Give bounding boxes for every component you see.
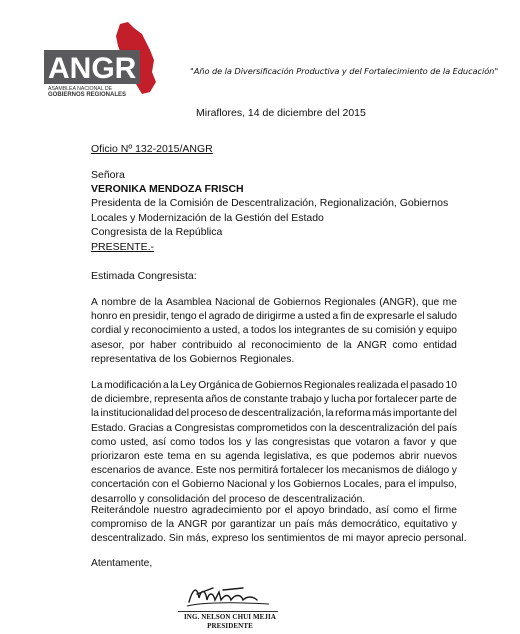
letter-reference: Oficio Nº 132-2015/ANGR xyxy=(91,143,213,155)
paragraph-line: Estado. Gracias a Congresistas comprometidos con la descentralización del país xyxy=(91,422,457,434)
logo-subtitle-1: ASAMBLEA NACIONAL DE xyxy=(48,86,113,92)
paragraph-line: la institucionalidad del proceso de descentralización, la reforma más importante del xyxy=(91,408,457,420)
paragraph-line: priorizaron este tema en su agenda legislativa, es que podemos abrir nuevos xyxy=(91,451,457,463)
paragraph-line: honro en presidir, tengo el agrado de dirigirme a usted a fin de expresarle el saludo xyxy=(91,311,457,323)
recipient-position-1: Presidenta de la Comisión de Descentralización, Regionalización, Gobiernos xyxy=(91,197,449,210)
greeting: Estimada Congresista: xyxy=(91,270,197,282)
closing: Atentamente, xyxy=(91,558,153,569)
year-motto: "Año de la Diversificación Productiva y del Fortalecimiento de la Educación" xyxy=(190,66,499,76)
paragraph-line: como usted, así como todos los y las congresistas que votaron a favor y que xyxy=(91,436,457,448)
paragraph-line: La modificación a la Ley Orgánica de Gobiernos Regionales realizada el pasado 10 xyxy=(91,380,457,391)
paragraph-line: Reiterándole nuestro agradecimiento por el apoyo brindado, así como el firme xyxy=(91,505,457,516)
paragraph-line: concertación con el Gobierno Nacional y los Gobiernos Locales, para el impulso, xyxy=(91,479,457,491)
paragraph-3 xyxy=(91,504,467,547)
paragraph-line: escenarios de avance. Este nos permitirá fortalecer los mecanismos de diálogo y xyxy=(91,465,457,477)
signer-block xyxy=(175,613,285,631)
paragraph-line: descentralizado. Sin más, expreso los sentimientos de mi mayor aprecio personal. xyxy=(91,533,467,545)
paragraph-line: compromiso de la ANGR por garantizar un país más democrático, equitativo y xyxy=(91,519,457,531)
paragraph-line: desarrollo y consolidación del proceso de descentralización. xyxy=(91,493,366,505)
recipient-name: VERONIKA MENDOZA FRISCH xyxy=(91,183,244,196)
recipient-title: Señora xyxy=(91,169,125,181)
signer-title: PRESIDENTE xyxy=(207,622,253,630)
recipient-position-3: Congresista de la República xyxy=(91,225,223,238)
logo-subtitle-2: GOBIERNOS REGIONALES xyxy=(48,92,127,98)
recipient-position-2: Locales y Modernización de la Gestión del Estado xyxy=(91,211,324,224)
paragraph-line: representativa de los Gobiernos Regionales. xyxy=(91,353,295,365)
paragraph-line: de diciembre, representa años de constante trabajo y lucha por fortalecer parte de xyxy=(91,394,457,406)
paragraph-1 xyxy=(91,296,457,367)
handwritten-signature xyxy=(183,580,273,612)
paragraph-2 xyxy=(91,379,457,507)
logo-word: ANGR xyxy=(48,52,137,85)
presente-heading: PRESENTE.- xyxy=(91,241,155,253)
letter-date: Miraflores, 14 de diciembre del 2015 xyxy=(196,107,366,119)
paragraph-line: asesor, por haber contribuido al reconocimiento de la ANGR como entidad xyxy=(91,339,457,351)
angr-logo xyxy=(42,20,167,100)
signer-name: ING. NELSON CHUI MEJIA xyxy=(183,613,277,621)
paragraph-line: A nombre de la Asamblea Nacional de Gobiernos Regionales (ANGR), que me xyxy=(91,297,457,308)
paragraph-line: cordial y reconocimiento a usted, a todos los integrantes de su comisión y equipo xyxy=(91,325,457,337)
signature-line xyxy=(178,611,278,612)
recipient-block xyxy=(91,168,448,239)
